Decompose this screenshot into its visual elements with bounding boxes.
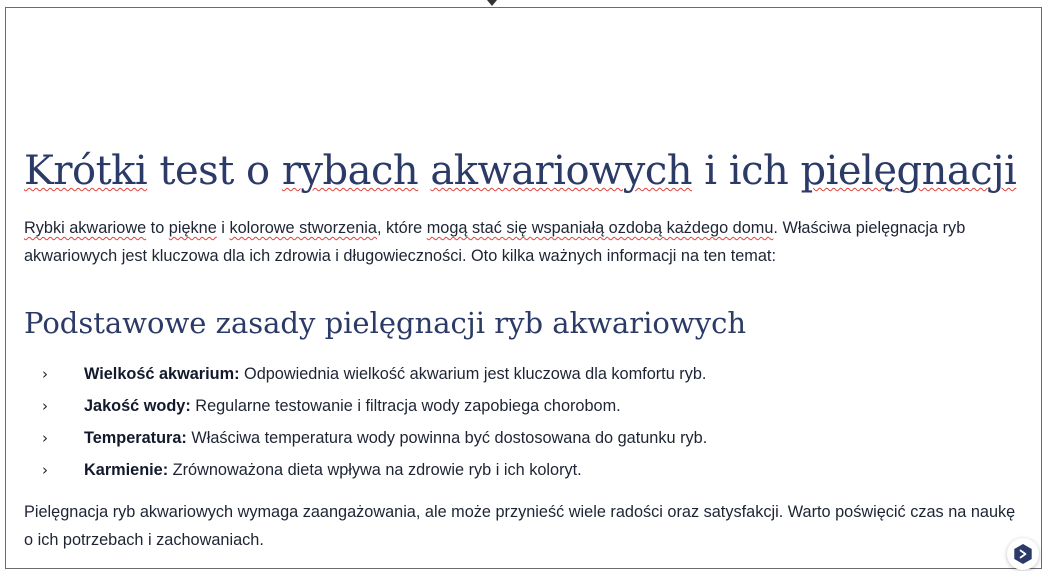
article	[24, 140, 1024, 554]
intro-segment: kolorowe stworzenia	[229, 219, 377, 237]
title-word: o	[246, 148, 270, 194]
intro-segment: piękne	[168, 219, 217, 237]
title-word: rybach	[281, 148, 419, 194]
title-word: Krótki	[24, 148, 148, 194]
list-item-label: Jakość wody:	[84, 397, 191, 415]
list-item-label: Karmienie:	[84, 461, 169, 479]
chevron-right-icon: ›	[42, 397, 48, 415]
intro-segment: i	[216, 219, 230, 237]
list-item-label: Temperatura:	[84, 429, 187, 447]
title-word: akwariowych	[430, 148, 693, 194]
title-word: i	[704, 148, 717, 194]
chevron-right-icon: ›	[42, 365, 48, 383]
intro-segment: Rybki akwariowe	[24, 219, 147, 237]
list-item-text: Odpowiednia wielkość akwarium jest kluczowa dla komfortu ryb.	[239, 365, 707, 383]
page-title	[24, 140, 1024, 202]
caret-down-icon	[487, 0, 497, 6]
chevron-right-icon: ›	[42, 461, 48, 479]
intro-segment: to	[146, 219, 169, 237]
section-heading: Podstawowe zasady pielęgnacji ryb akwariowych	[24, 306, 746, 340]
list-item	[24, 390, 1024, 422]
intro-paragraph	[24, 214, 1024, 270]
outro-paragraph: Pielęgnacja ryb akwariowych wymaga zaangażowania, ale może przynieść wiele radości oraz satysfakcji. Warto poświęcić czas na naukę o ich potrzebach i zachowaniach.	[24, 503, 1016, 549]
list-item	[24, 422, 1024, 454]
intro-segment: . Właściwa pielęgnacja ryb akwariowych jest kluczowa dla ich zdrowia i długowieczności. Oto kilka ważnych informacji na ten temat:	[24, 219, 966, 265]
care-rules-list	[24, 358, 1024, 486]
list-item-text: Zrównoważona dieta wpływa na zdrowie ryb i ich koloryt.	[168, 461, 582, 479]
intro-segment: , które	[376, 219, 427, 237]
list-item-label: Wielkość akwarium:	[84, 365, 240, 383]
chevron-right-icon: ›	[42, 429, 48, 447]
list-item-text: Regularne testowanie i filtracja wody zapobiega chorobom.	[190, 397, 621, 415]
title-word: ich	[728, 148, 789, 194]
list-item	[24, 454, 1024, 486]
assistant-icon	[1012, 543, 1034, 565]
list-item-text: Właściwa temperatura wody powinna być dostosowana do gatunku ryb.	[186, 429, 708, 447]
title-word: pielęgnacji	[800, 148, 1017, 194]
list-item	[24, 358, 1024, 390]
intro-segment: mogą stać się wspaniałą ozdobą każdego domu	[426, 219, 774, 237]
assistant-button[interactable]	[1007, 538, 1039, 570]
title-word: test	[159, 148, 234, 194]
